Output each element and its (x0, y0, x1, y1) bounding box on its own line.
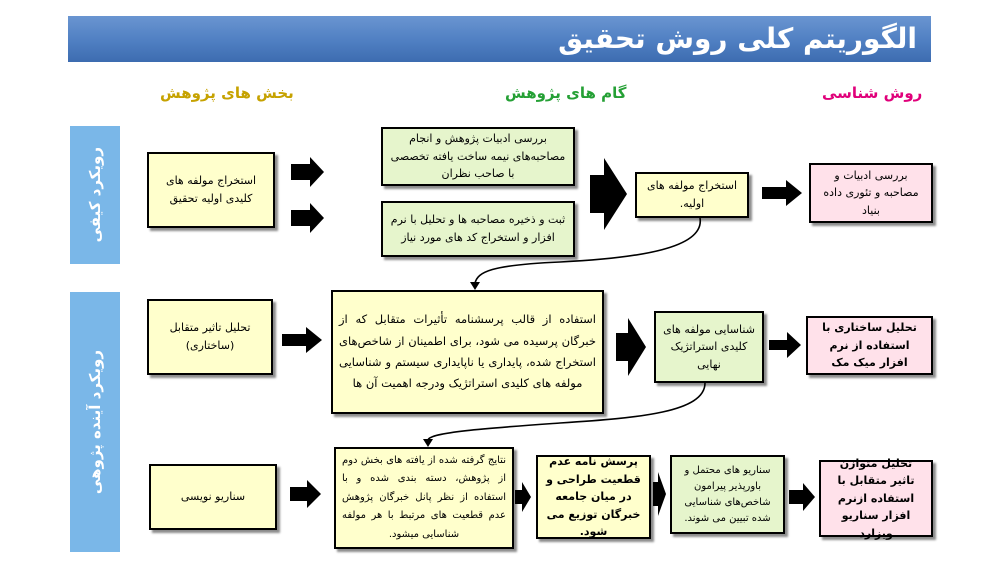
curve-head-2 (423, 439, 433, 447)
section-box-3: سناریو نویسی (149, 464, 277, 530)
method-box-2: تحلیل ساختاری با استفاده از نرم افزار میک مک (806, 316, 933, 375)
arrow-step1c-to-method1 (762, 180, 802, 206)
column-header-methods: روش شناسی (822, 84, 923, 102)
arrow-step3b-to-step3c (653, 472, 666, 516)
row-label-futures-text: رویکرد آینده پژوهی (86, 349, 104, 495)
page-title: الگوریتم کلی روش تحقیق (68, 16, 931, 62)
curve-step1c-to-step2a (475, 218, 700, 283)
column-header-steps: گام های پژوهش (505, 84, 627, 102)
step-box-1b: ثبت و ذخیره مصاحبه ها و تحلیل با نرم افزار و استخراج کد های مورد نیاز (381, 201, 575, 257)
step-box-2a: استفاده از قالب پرسشنامه تأثیرات متقابل که از خبرگان پرسیده می شود، برای اطمینان از شاخص‌های استخراج شده، پایداری یا ناپایداری سیستم و شناسایی مولفه های کلیدی استراتژیک ودرجه اهمیت آن ها (331, 290, 604, 414)
method-box-3: تحلیل متوازن تاثیر متقابل با استفاده ازنرم افزار سناریو ویزارد (819, 460, 933, 537)
step-box-3a: نتایج گرفته شده از یافته های بخش دوم از پژوهش، دسته بندی شده و با استفاده از نظر پانل خبرگان پژوهش عدم قطعیت های مرتبط با هر مولفه شناسایی میشود. (334, 447, 514, 549)
arrow-section3-to-step3a (290, 480, 321, 508)
arrow-section1-to-step1b (291, 203, 324, 233)
arrow-section1-to-step1a (291, 157, 324, 187)
step-box-1c: استخراج مولفه های اولیه. (635, 172, 749, 218)
step-box-1a: بررسی ادبیات پژوهش و انجام مصاحبه‌های نیمه ساخت یافته تخصصی با صاحب نظران (381, 127, 575, 186)
arrow-steps-to-step1c (590, 158, 627, 230)
arrow-step3c-to-method3 (789, 483, 815, 511)
arrow-step3a-to-step3b (515, 482, 531, 512)
arrow-section2-to-step2a (282, 327, 322, 353)
step-box-2b: شناسایی مولفه های کلیدی استراتژیک نهایی (654, 311, 764, 383)
section-box-2: تحلیل تاثیر متقابل (ساختاری) (147, 299, 273, 375)
method-box-1: بررسی ادبیات و مصاحبه و تئوری داده بنیاد (809, 163, 933, 223)
arrow-step2b-to-method2 (769, 332, 801, 358)
step-box-3c: سناریو های محتمل و باورپذیر پیرامون شاخص‌های شناسایی شده تبیین می شوند. (670, 455, 785, 534)
section-box-1: استخراج مولفه های کلیدی اولیه تحقیق (147, 152, 275, 228)
column-header-sections: بخش های پژوهش (160, 84, 294, 102)
arrow-step2a-to-step2b (616, 318, 646, 376)
step-box-3b: پرسش نامه عدم قطعیت طراحی و در میان جامعه خبرگان توزیع می شود. (536, 455, 651, 539)
row-label-qualitative-text: رویکرد کیفی (86, 147, 104, 243)
curve-step2b-to-step3a (428, 383, 705, 440)
curve-head-1 (470, 282, 480, 290)
